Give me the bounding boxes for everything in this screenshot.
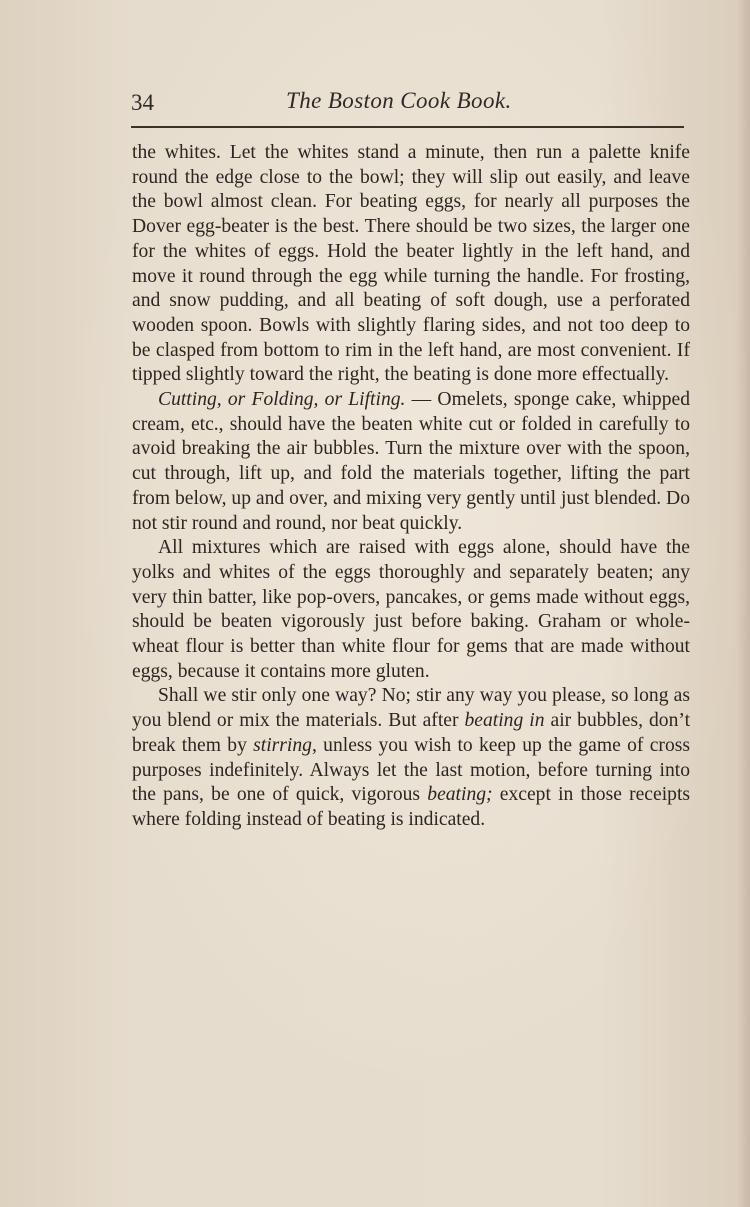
running-title: The Boston Cook Book.: [286, 88, 512, 113]
page-number: 34: [131, 90, 154, 115]
paragraph-3: All mixtures which are raised with eggs alone, should have the yolks and whites of the eggs thoroughly and separately beaten; any very thin batter, like pop-overs, pancakes, or gems made without eggs, should be beaten vigorously just before baking. Graham or whole-wheat flour is better than white flour for gems that are made without eggs, because it contains more gluten.: [132, 537, 690, 682]
paragraph-4-part-3: , unless you wish to keep up the game of cross purposes indefinitely. Always let the last motion, before turning into the pans, be one of quick, vigorous: [132, 734, 690, 806]
section-heading-cutting-folding-lifting: Cutting, or Folding, or Lifting.: [158, 389, 406, 411]
paragraph-2: [132, 388, 690, 536]
header-rule: [131, 126, 684, 128]
paragraph-4-part-2: air bubbles, don’t break them by: [132, 710, 691, 756]
paragraph-2-text: — Omelets, sponge cake, whipped cream, etc., should have the beaten white cut or folded in carefully to avoid breaking the air bubbles. Turn the mixture over with the spoon, cut through, lift up, and fold the materials together, lifting the part from below, up and over, and mixing very gently until just blended. Do not stir round and round, nor beat quickly.: [132, 389, 690, 534]
emphasis-beating-in: beating in: [464, 710, 545, 732]
page-edge-shadow: [736, 0, 750, 1207]
page-header: [131, 86, 686, 126]
emphasis-stirring: stirring: [253, 734, 312, 756]
emphasis-beating: beating;: [427, 784, 493, 806]
paragraph-1: the whites. Let the whites stand a minute, then run a palette knife round the edge close to the bowl; they will slip out easily, and leave the bowl almost clean. For beating eggs, for nearly all purposes the Dover egg-beater is the best. There should be two sizes, the larger one for the whites of eggs. Hold the beater lightly in the left hand, and move it round through the egg while turning the handle. For frosting, and snow pudding, and all beating of soft dough, use a perforated wooden spoon. Bowls with slightly flaring sides, and not too deep to be clasped from bottom to rim in the left hand, are most convenient. If tipped slightly toward the right, the beating is done more effectually.: [132, 142, 690, 386]
paragraph-4-part-4: except in those receipts where folding instead of beating is indicated.: [132, 784, 691, 830]
body-text: [132, 141, 690, 833]
paragraph-4-part-1: Shall we stir only one way? No; stir any way you please, so long as you blend or mix the materials. But after: [132, 685, 690, 732]
paragraph-4: [132, 684, 690, 832]
